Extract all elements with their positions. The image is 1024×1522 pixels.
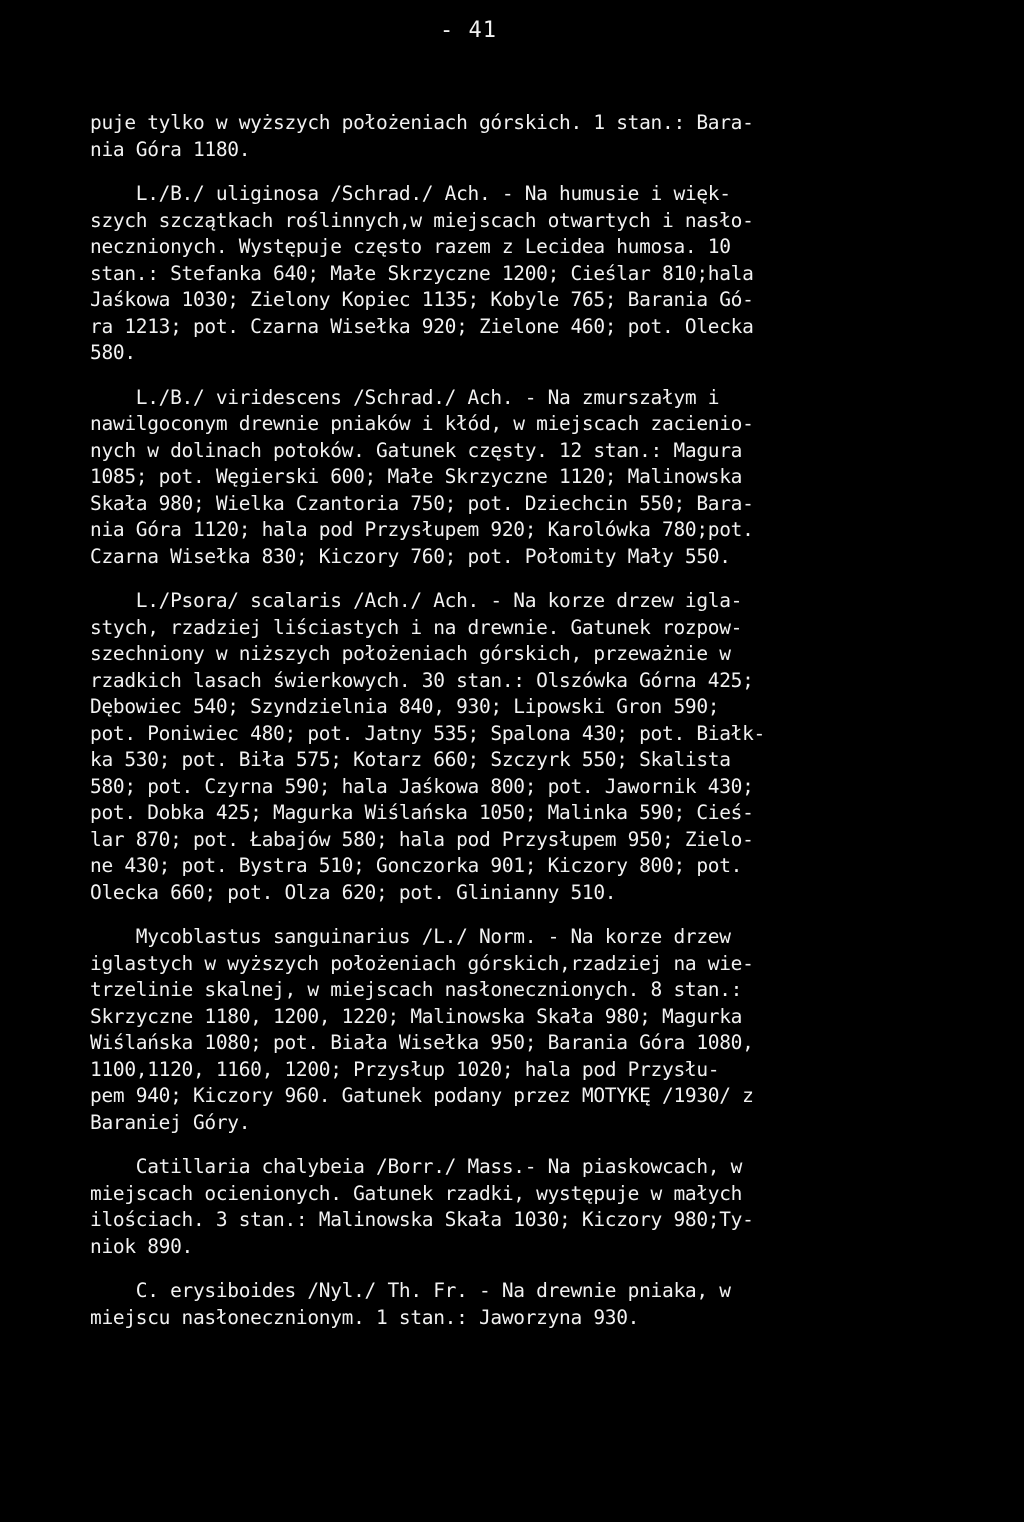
text-line: miejscu nasłonecznionym. 1 stan.: Jaworzyna 930. bbox=[90, 1305, 640, 1329]
text-line: pot. Poniwiec 480; pot. Jatny 535; Spalona 430; pot. Białk- bbox=[90, 721, 765, 745]
text-line: puje tylko w wyższych położeniach górskich. 1 stan.: Bara- bbox=[90, 111, 754, 134]
text-line: ne 430; pot. Bystra 510; Gonczorka 901; Kiczory 800; pot. bbox=[90, 854, 743, 877]
text-line: stan.: Stefanka 640; Małe Skrzyczne 1200; Cieślar 810;hala bbox=[90, 261, 754, 285]
text-line: iglastych w wyższych położeniach górskich,rzadziej na wie- bbox=[90, 951, 754, 975]
text-line: L./B./ viridescens /Schrad./ Ach. - Na zmurszałym i bbox=[90, 385, 720, 409]
text-line: szechniony w niższych położeniach górskich, przeważnie w bbox=[90, 642, 731, 665]
text-line: Skała 980; Wielka Czantoria 750; pot. Dziechcin 550; Bara- bbox=[90, 491, 754, 515]
text-line: lar 870; pot. Łabajów 580; hala pod Przysłupem 950; Zielo- bbox=[90, 827, 754, 851]
text-line: nawilgoconym drewnie pniaków i kłód, w miejscach zacienio- bbox=[90, 412, 754, 435]
text-line: nia Góra 1180. bbox=[90, 137, 251, 161]
text-line: 580. bbox=[90, 341, 136, 364]
paragraph bbox=[90, 924, 930, 1136]
paragraph bbox=[90, 588, 930, 906]
text-line: L./B./ uliginosa /Schrad./ Ach. - Na humusie i więk- bbox=[90, 182, 731, 205]
paragraph bbox=[90, 110, 930, 163]
text-line: stych, rzadziej liściastych i na drewnie. Gatunek rozpow- bbox=[90, 615, 743, 639]
text-line: trzelinie skalnej, w miejscach nasłonecznionych. 8 stan.: bbox=[90, 978, 743, 1001]
text-line: nych w dolinach potoków. Gatunek częsty. 12 stan.: Magura bbox=[90, 438, 743, 462]
paragraph bbox=[90, 1278, 930, 1331]
text-line: Mycoblastus sanguinarius /L./ Norm. - Na korze drzew bbox=[90, 925, 731, 948]
text-line: Olecka 660; pot. Olza 620; pot. Glinianny 510. bbox=[90, 880, 617, 904]
paragraph bbox=[90, 181, 930, 367]
text-line: ra 1213; pot. Czarna Wisełka 920; Zielone 460; pot. Olecka bbox=[90, 314, 754, 338]
document-body bbox=[90, 110, 930, 1331]
text-line: 580; pot. Czyrna 590; hala Jaśkowa 800; pot. Jawornik 430; bbox=[90, 774, 754, 798]
text-line: Wiślańska 1080; pot. Biała Wisełka 950; Barania Góra 1080, bbox=[90, 1031, 754, 1054]
page-number: - 41 bbox=[440, 18, 497, 43]
text-line: Catillaria chalybeia /Borr./ Mass.- Na piaskowcach, w bbox=[90, 1155, 743, 1178]
text-line: Czarna Wisełka 830; Kiczory 760; pot. Połomity Mały 550. bbox=[90, 544, 731, 568]
text-line: miejscach ocienionych. Gatunek rzadki, występuje w małych bbox=[90, 1181, 743, 1205]
text-line: nia Góra 1120; hala pod Przysłupem 920; Karolówka 780;pot. bbox=[90, 518, 754, 541]
text-line: Baraniej Góry. bbox=[90, 1110, 251, 1134]
text-line: Skrzyczne 1180, 1200, 1220; Malinowska Skała 980; Magurka bbox=[90, 1004, 743, 1028]
text-line: szych szczątkach roślinnych,w miejscach otwartych i nasło- bbox=[90, 208, 754, 232]
text-line: C. erysiboides /Nyl./ Th. Fr. - Na drewnie pniaka, w bbox=[90, 1279, 731, 1302]
text-line: pot. Dobka 425; Magurka Wiślańska 1050; Malinka 590; Cieś- bbox=[90, 801, 754, 824]
text-line: Dębowiec 540; Szyndzielnia 840, 930; Lipowski Gron 590; bbox=[90, 695, 720, 718]
text-line: ka 530; pot. Biła 575; Kotarz 660; Szczyrk 550; Skalista bbox=[90, 748, 731, 771]
text-line: 1100,1120, 1160, 1200; Przysłup 1020; hala pod Przysłu- bbox=[90, 1057, 720, 1081]
text-line: rzadkich lasach świerkowych. 30 stan.: Olszówka Górna 425; bbox=[90, 668, 754, 692]
text-line: Jaśkowa 1030; Zielony Kopiec 1135; Kobyle 765; Barania Gó- bbox=[90, 288, 754, 311]
text-line: 1085; pot. Węgierski 600; Małe Skrzyczne 1120; Malinowska bbox=[90, 465, 743, 488]
text-line: niok 890. bbox=[90, 1234, 193, 1258]
text-line: ilościach. 3 stan.: Malinowska Skała 1030; Kiczory 980;Ty- bbox=[90, 1208, 754, 1231]
paragraph bbox=[90, 385, 930, 571]
paragraph bbox=[90, 1154, 930, 1260]
text-line: L./Psora/ scalaris /Ach./ Ach. - Na korze drzew igla- bbox=[90, 589, 743, 612]
text-line: pem 940; Kiczory 960. Gatunek podany przez MOTYKĘ /1930/ z bbox=[90, 1084, 754, 1107]
text-line: necznionych. Występuje często razem z Lecidea humosa. 10 bbox=[90, 235, 731, 258]
